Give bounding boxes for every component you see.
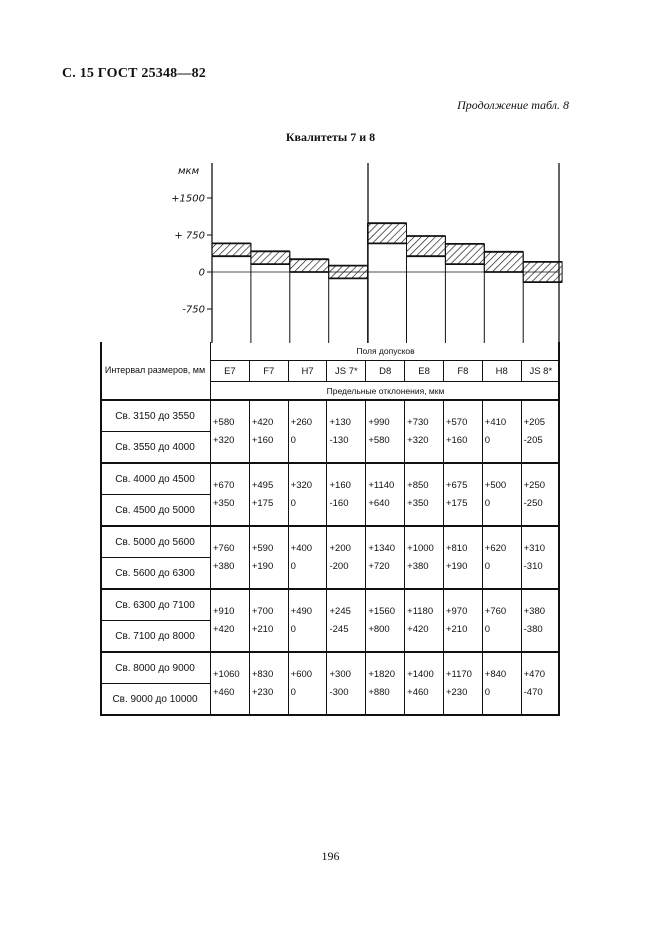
lower-deviation: +800 — [368, 623, 390, 635]
lower-deviation: +350 — [213, 497, 235, 509]
deviation-cell — [249, 589, 288, 652]
deviation-cell — [288, 652, 327, 715]
deviation-cell — [443, 463, 482, 526]
upper-deviation: +1000 — [407, 542, 434, 554]
lower-deviation: +420 — [407, 623, 429, 635]
tolerance-zone — [251, 251, 290, 264]
deviation-cell — [366, 652, 405, 715]
upper-deviation: +1560 — [368, 605, 395, 617]
upper-deviation: +760 — [213, 542, 235, 554]
field-header-3: JS 7* — [327, 361, 366, 382]
deviation-cell — [327, 652, 366, 715]
units-header: Предельные отклонения, мкм — [211, 382, 561, 401]
lower-deviation: +640 — [368, 497, 390, 509]
deviation-cell — [327, 589, 366, 652]
deviation-cell — [327, 526, 366, 589]
upper-deviation: +470 — [523, 668, 546, 680]
field-header-7: H8 — [482, 361, 521, 382]
deviation-cell — [443, 526, 482, 589]
size-range: Св. 4500 до 5000 — [100, 495, 211, 527]
tolerance-zone — [407, 236, 446, 256]
deviation-cell — [211, 652, 250, 715]
deviation-cell — [443, 400, 482, 463]
deviation-cell — [482, 463, 521, 526]
deviation-cell — [482, 526, 521, 589]
deviation-cell — [521, 589, 560, 652]
lower-deviation: -250 — [523, 497, 543, 509]
size-range: Св. 8000 до 9000 — [100, 652, 211, 684]
field-header-0: E7 — [211, 361, 250, 382]
field-header-8: JS 8* — [521, 361, 560, 382]
size-range: Св. 6300 до 7100 — [100, 589, 211, 621]
upper-deviation: +300 — [329, 668, 351, 680]
size-range: Св. 7100 до 8000 — [100, 621, 211, 653]
size-range: Св. 3150 до 3550 — [100, 400, 211, 432]
deviation-cell — [405, 652, 444, 715]
lower-deviation: 0 — [484, 686, 491, 698]
upper-deviation: +910 — [213, 605, 235, 617]
lower-deviation: +380 — [407, 560, 429, 572]
lower-deviation: 0 — [484, 434, 491, 446]
lower-deviation: 0 — [290, 686, 296, 698]
interval-header: Интервал размеров, мм — [100, 342, 211, 400]
upper-deviation: +730 — [407, 416, 429, 428]
upper-deviation: +620 — [484, 542, 507, 554]
upper-deviation: +420 — [251, 416, 274, 428]
upper-deviation: +200 — [329, 542, 351, 554]
size-range: Св. 5000 до 5600 — [100, 526, 211, 558]
lower-deviation: +210 — [251, 623, 274, 635]
axis-tick-label: +1500 — [171, 193, 205, 205]
unit-label: мкм — [178, 166, 200, 177]
lower-deviation: +420 — [213, 623, 235, 635]
deviation-cell — [521, 652, 560, 715]
upper-deviation: +570 — [445, 416, 468, 428]
deviation-cell — [211, 400, 250, 463]
size-range: Св. 3550 до 4000 — [100, 432, 211, 464]
upper-deviation: +990 — [368, 416, 390, 428]
deviation-cell — [521, 463, 560, 526]
deviation-cell — [288, 463, 327, 526]
lower-deviation: -205 — [523, 434, 543, 446]
upper-deviation: +670 — [213, 479, 235, 491]
upper-deviation: +760 — [484, 605, 507, 617]
tolerance-zone — [212, 243, 251, 256]
lower-deviation: +175 — [251, 497, 274, 509]
lower-deviation: +230 — [251, 686, 274, 698]
lower-deviation: -380 — [523, 623, 543, 635]
deviation-cell — [211, 463, 250, 526]
upper-deviation: +410 — [484, 416, 507, 428]
upper-deviation: +1180 — [407, 605, 434, 617]
upper-deviation: +130 — [329, 416, 351, 428]
lower-deviation: +460 — [407, 686, 429, 698]
upper-deviation: +245 — [329, 605, 351, 617]
lower-deviation: 0 — [484, 497, 491, 509]
axis-tick-label: 0 — [198, 267, 205, 279]
deviation-cell — [405, 400, 444, 463]
deviation-cell — [249, 652, 288, 715]
lower-deviation: +350 — [407, 497, 429, 509]
upper-deviation: +840 — [484, 668, 507, 680]
tolerance-zone — [445, 244, 484, 264]
lower-deviation: +230 — [445, 686, 468, 698]
deviation-cell — [327, 400, 366, 463]
deviation-cell — [405, 589, 444, 652]
page-number: 196 — [321, 849, 340, 863]
upper-deviation: +380 — [523, 605, 546, 617]
tolerance-zone — [368, 223, 407, 243]
lower-deviation: +190 — [251, 560, 274, 572]
upper-deviation: +160 — [329, 479, 351, 491]
lower-deviation: 0 — [290, 434, 296, 446]
upper-deviation: +1060 — [213, 668, 240, 680]
field-header-2: H7 — [288, 361, 327, 382]
lower-deviation: 0 — [484, 560, 491, 572]
axis-tick-label: -750 — [182, 304, 205, 316]
tolerance-zone — [484, 252, 523, 272]
lower-deviation: +190 — [445, 560, 468, 572]
upper-deviation: +970 — [445, 605, 468, 617]
deviation-cell — [288, 400, 327, 463]
page-header: С. 15 ГОСТ 25348—82 — [62, 66, 206, 81]
deviation-cell — [288, 589, 327, 652]
deviation-cell — [366, 400, 405, 463]
tolerance-diagram — [0, 0, 661, 345]
axis-tick-label: + 750 — [174, 230, 205, 242]
tolerance-table — [100, 342, 560, 716]
upper-deviation: +810 — [445, 542, 468, 554]
deviation-cell — [443, 652, 482, 715]
field-header-1: F7 — [249, 361, 288, 382]
size-range: Св. 4000 до 4500 — [100, 463, 211, 495]
deviation-cell — [482, 400, 521, 463]
field-header-6: F8 — [443, 361, 482, 382]
upper-deviation: +1400 — [407, 668, 434, 680]
upper-deviation: +590 — [251, 542, 274, 554]
deviation-cell — [288, 526, 327, 589]
deviation-cell — [327, 463, 366, 526]
upper-deviation: +850 — [407, 479, 429, 491]
deviation-cell — [405, 526, 444, 589]
continuation-note: Продолжение табл. 8 — [457, 98, 569, 112]
deviation-cell — [249, 463, 288, 526]
lower-deviation: -200 — [329, 560, 349, 572]
upper-deviation: +310 — [523, 542, 546, 554]
deviation-cell — [482, 589, 521, 652]
upper-deviation: +675 — [445, 479, 468, 491]
lower-deviation: +880 — [368, 686, 390, 698]
lower-deviation: +380 — [213, 560, 235, 572]
deviation-cell — [366, 526, 405, 589]
lower-deviation: +720 — [368, 560, 390, 572]
lower-deviation: +320 — [213, 434, 235, 446]
upper-deviation: +1140 — [368, 479, 395, 491]
upper-deviation: +260 — [290, 416, 313, 428]
deviation-cell — [366, 589, 405, 652]
lower-deviation: -300 — [329, 686, 349, 698]
lower-deviation: +460 — [213, 686, 235, 698]
lower-deviation: 0 — [290, 497, 296, 509]
field-header-4: D8 — [366, 361, 405, 382]
upper-deviation: +205 — [523, 416, 546, 428]
lower-deviation: +160 — [251, 434, 274, 446]
upper-deviation: +495 — [251, 479, 274, 491]
lower-deviation: 0 — [484, 623, 491, 635]
upper-deviation: +830 — [251, 668, 274, 680]
upper-deviation: +490 — [290, 605, 313, 617]
field-header-5: E8 — [405, 361, 444, 382]
deviation-cell — [249, 400, 288, 463]
lower-deviation: +175 — [445, 497, 468, 509]
deviation-cell — [405, 463, 444, 526]
diagram-title: Квалитеты 7 и 8 — [285, 130, 376, 144]
upper-deviation: +500 — [484, 479, 507, 491]
fields-header: Поля допусков — [211, 342, 561, 361]
lower-deviation: +320 — [407, 434, 429, 446]
lower-deviation: 0 — [290, 623, 296, 635]
upper-deviation: +320 — [290, 479, 313, 491]
lower-deviation: 0 — [290, 560, 296, 572]
size-range: Св. 5600 до 6300 — [100, 558, 211, 590]
deviation-cell — [249, 526, 288, 589]
deviation-cell — [443, 589, 482, 652]
upper-deviation: +1170 — [445, 668, 472, 680]
lower-deviation: -245 — [329, 623, 349, 635]
size-range: Св. 9000 до 10000 — [100, 684, 211, 716]
upper-deviation: +600 — [290, 668, 313, 680]
upper-deviation: +400 — [290, 542, 313, 554]
upper-deviation: +580 — [213, 416, 235, 428]
lower-deviation: -130 — [329, 434, 349, 446]
upper-deviation: +1820 — [368, 668, 395, 680]
upper-deviation: +250 — [523, 479, 546, 491]
lower-deviation: +210 — [445, 623, 468, 635]
lower-deviation: -310 — [523, 560, 543, 572]
deviation-cell — [211, 589, 250, 652]
deviation-cell — [366, 463, 405, 526]
lower-deviation: +160 — [445, 434, 468, 446]
lower-deviation: -470 — [523, 686, 543, 698]
deviation-cell — [482, 652, 521, 715]
deviation-cell — [521, 526, 560, 589]
lower-deviation: -160 — [329, 497, 349, 509]
upper-deviation: +700 — [251, 605, 274, 617]
deviation-cell — [521, 400, 560, 463]
deviation-cell — [211, 526, 250, 589]
lower-deviation: +580 — [368, 434, 390, 446]
tolerance-zone — [290, 259, 329, 272]
upper-deviation: +1340 — [368, 542, 395, 554]
